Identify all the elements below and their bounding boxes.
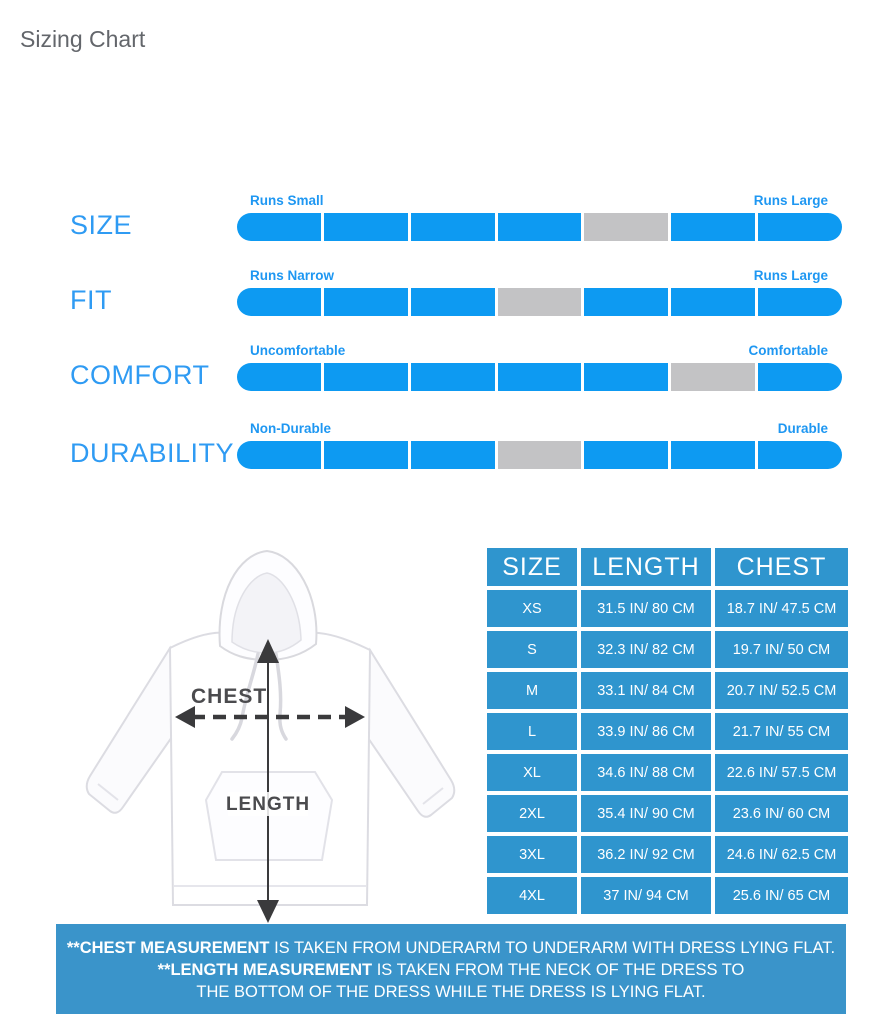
- table-cell-length: 31.5 IN/ 80 CM: [581, 590, 711, 627]
- table-cell-size: M: [487, 672, 577, 709]
- table-cell-chest: 21.7 IN/ 55 CM: [715, 713, 848, 750]
- rating-row-durability: [0, 421, 887, 483]
- table-cell-chest: 19.7 IN/ 50 CM: [715, 631, 848, 668]
- rating-caption-right: Runs Large: [753, 268, 828, 283]
- rating-marker-segment: [584, 213, 668, 241]
- chest-label: CHEST: [191, 685, 268, 708]
- rating-bar: [237, 363, 842, 391]
- rating-segment: [324, 363, 408, 391]
- rating-segment: [237, 363, 321, 391]
- hoodie-illustration: [70, 542, 475, 927]
- table-header-size: SIZE: [487, 548, 577, 586]
- note-line-3: THE BOTTOM OF THE DRESS WHILE THE DRESS IS LYING FLAT.: [196, 982, 706, 1001]
- table-cell-chest: 24.6 IN/ 62.5 CM: [715, 836, 848, 873]
- table-cell-length: 35.4 IN/ 90 CM: [581, 795, 711, 832]
- length-label: LENGTH: [225, 794, 311, 815]
- rating-bar-area: [237, 343, 842, 391]
- rating-label: DURABILITY: [70, 438, 235, 468]
- table-cell-length: 33.1 IN/ 84 CM: [581, 672, 711, 709]
- rating-segment: [758, 441, 842, 469]
- rating-segment: [411, 213, 495, 241]
- table-cell-length: 36.2 IN/ 92 CM: [581, 836, 711, 873]
- rating-caption-right: Durable: [777, 421, 828, 436]
- rating-segment: [584, 441, 668, 469]
- note-line-1: **CHEST MEASUREMENT IS TAKEN FROM UNDERARM TO UNDERARM WITH DRESS LYING FLAT.: [66, 939, 836, 957]
- table-cell-size: 4XL: [487, 877, 577, 914]
- rating-captions: [237, 421, 842, 436]
- table-cell-chest: 22.6 IN/ 57.5 CM: [715, 754, 848, 791]
- rating-caption-left: Runs Small: [250, 193, 324, 208]
- rating-caption-left: Runs Narrow: [250, 268, 335, 283]
- rating-caption-left: Non-Durable: [250, 421, 331, 436]
- table-cell-length: 33.9 IN/ 86 CM: [581, 713, 711, 750]
- table-cell-size: 2XL: [487, 795, 577, 832]
- table-cell-size: 3XL: [487, 836, 577, 873]
- table-cell-length: 34.6 IN/ 88 CM: [581, 754, 711, 791]
- note-line-2: **LENGTH MEASUREMENT IS TAKEN FROM THE NECK OF THE DRESS TO: [157, 960, 745, 979]
- page-title: Sizing Chart: [20, 26, 146, 52]
- rating-bar: [237, 288, 842, 316]
- table-header-chest: CHEST: [715, 548, 848, 586]
- rating-captions: [237, 268, 842, 283]
- rating-label: COMFORT: [70, 360, 210, 390]
- rating-segment: [758, 363, 842, 391]
- rating-segment: [411, 288, 495, 316]
- table-cell-length: 32.3 IN/ 82 CM: [581, 631, 711, 668]
- rating-row-fit: [0, 268, 887, 330]
- table-cell-chest: 20.7 IN/ 52.5 CM: [715, 672, 848, 709]
- rating-segment: [498, 213, 582, 241]
- table-cell-size: XS: [487, 590, 577, 627]
- rating-segment: [237, 288, 321, 316]
- rating-label: SIZE: [70, 210, 133, 240]
- rating-caption-left: Uncomfortable: [250, 343, 346, 358]
- rating-segment: [498, 363, 582, 391]
- rating-segment: [758, 288, 842, 316]
- measurement-note: [56, 924, 846, 1014]
- rating-marker-segment: [671, 363, 755, 391]
- rating-segment: [324, 288, 408, 316]
- table-cell-size: XL: [487, 754, 577, 791]
- table-header-length: LENGTH: [581, 548, 711, 586]
- rating-row-comfort: [0, 343, 887, 405]
- rating-caption-right: Comfortable: [748, 343, 828, 358]
- table-cell-chest: 25.6 IN/ 65 CM: [715, 877, 848, 914]
- table-cell-size: L: [487, 713, 577, 750]
- rating-bar-area: [237, 421, 842, 469]
- table-cell-chest: 18.7 IN/ 47.5 CM: [715, 590, 848, 627]
- rating-captions: [237, 343, 842, 358]
- rating-row-size: [0, 193, 887, 255]
- rating-segment: [324, 213, 408, 241]
- size-table: [487, 548, 848, 914]
- rating-segment: [237, 213, 321, 241]
- rating-marker-segment: [498, 288, 582, 316]
- rating-segment: [411, 441, 495, 469]
- length-arrowhead-bottom: [257, 900, 279, 923]
- table-cell-length: 37 IN/ 94 CM: [581, 877, 711, 914]
- rating-segment: [671, 441, 755, 469]
- rating-bar: [237, 213, 842, 241]
- rating-label: FIT: [70, 285, 112, 315]
- rating-segment: [584, 363, 668, 391]
- rating-bar: [237, 441, 842, 469]
- rating-segment: [671, 213, 755, 241]
- rating-segment: [237, 441, 321, 469]
- rating-captions: [237, 193, 842, 208]
- rating-segment: [411, 363, 495, 391]
- rating-bar-area: [237, 193, 842, 241]
- hoodie-body: [170, 633, 370, 905]
- table-cell-chest: 23.6 IN/ 60 CM: [715, 795, 848, 832]
- rating-segment: [671, 288, 755, 316]
- table-cell-size: S: [487, 631, 577, 668]
- rating-marker-segment: [498, 441, 582, 469]
- rating-segment: [324, 441, 408, 469]
- rating-segment: [758, 213, 842, 241]
- rating-caption-right: Runs Large: [753, 193, 828, 208]
- rating-segment: [584, 288, 668, 316]
- rating-bar-area: [237, 268, 842, 316]
